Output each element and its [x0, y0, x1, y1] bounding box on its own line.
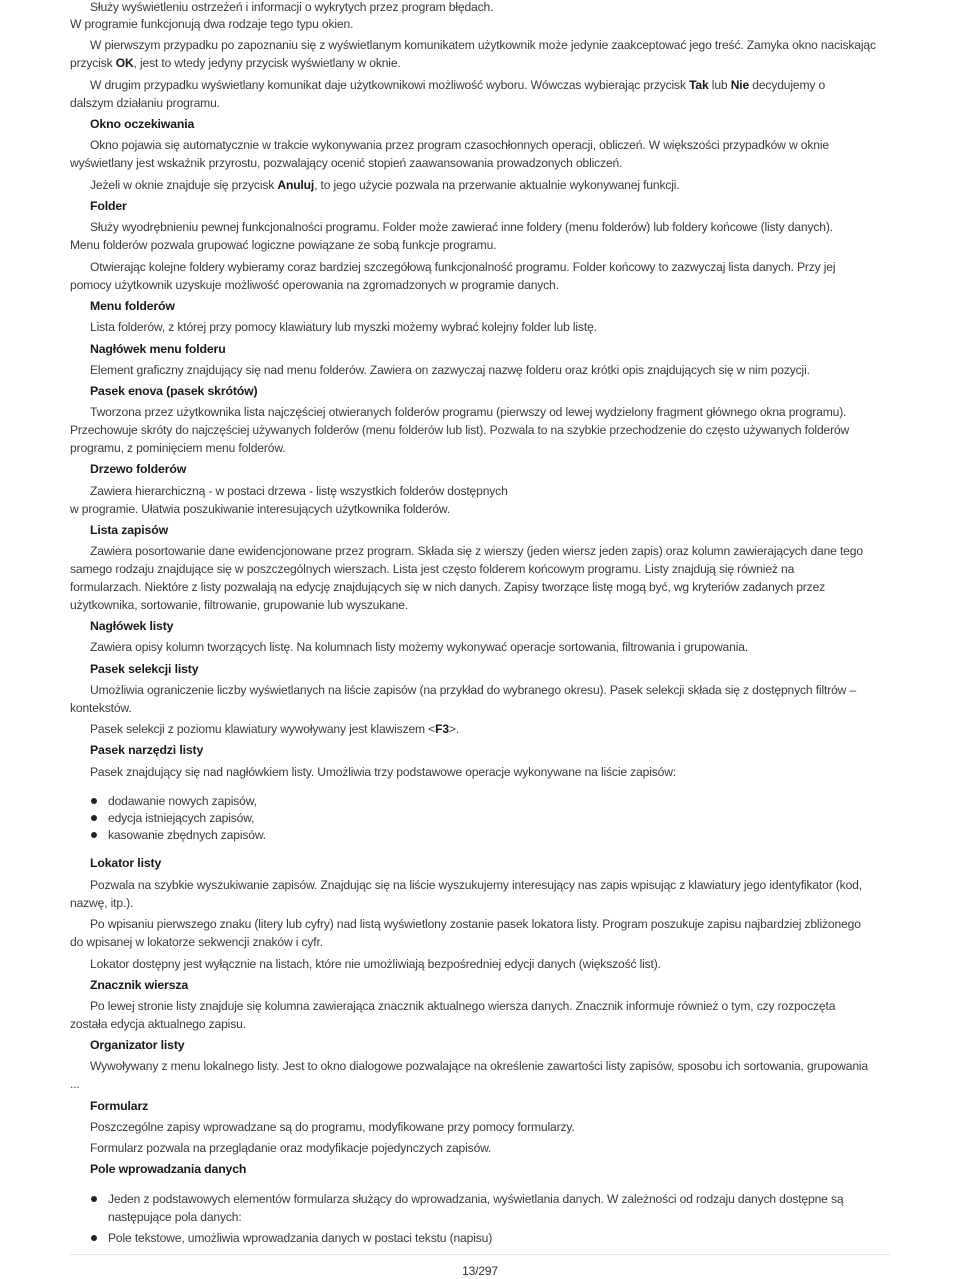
list-item: kasowanie zbędnych zapisów.: [108, 828, 266, 842]
paragraph-line: ...: [70, 1077, 80, 1091]
bullet-icon: [91, 1196, 97, 1202]
list-item: edycja istniejących zapisów,: [108, 811, 255, 825]
paragraph-line: nazwę, itp.).: [70, 896, 134, 910]
paragraph-line: Jeżeli w oknie znajduje się przycisk Anuluj, to jego użycie pozwala na przerwanie aktualnie wykonywanej funkcji.: [90, 178, 680, 192]
section-heading: Formularz: [90, 1099, 149, 1113]
section-heading: Pole wprowadzania danych: [90, 1162, 247, 1176]
paragraph-line: Służy wyodrębnieniu pewnej funkcjonalności programu. Folder może zawierać inne foldery (menu folderów) lub foldery końcowe (listy danych).: [90, 220, 833, 234]
paragraph-line: Pasek znajdujący się nad nagłówkiem listy. Umożliwia trzy podstawowe operacje wykonywane na liście zapisów:: [90, 765, 676, 779]
paragraph-line: programu, z pominięciem menu folderów.: [70, 441, 286, 455]
paragraph-line: pomocy użytkownik uzyskuje możliwość operowania na zgromadzonych w programie danych.: [70, 278, 559, 292]
footer-divider: [70, 1254, 890, 1255]
list-item: Jeden z podstawowych elementów formularza służący do wprowadzania, wyświetlania danych. W zależności od rodzaju danych dostępne są: [108, 1192, 844, 1206]
paragraph-line: Przechowuje skróty do najczęściej używanych folderów (menu folderów lub list). Pozwala to na szybkie przechodzenie do często używanych folderów: [70, 423, 850, 437]
section-heading: Okno oczekiwania: [90, 117, 195, 131]
page-number: 13/297: [462, 1264, 498, 1278]
bullet-icon: [91, 798, 97, 804]
section-heading: Nagłówek listy: [90, 619, 174, 633]
bullet-icon: [91, 1235, 97, 1241]
paragraph-line: Zawiera posortowanie dane ewidencjonowane przez program. Składa się z wierszy (jeden wiersz jeden zapis) oraz kolumn zawierających dane tego: [90, 544, 863, 558]
list-item: dodawanie nowych zapisów,: [108, 794, 257, 808]
paragraph-line: Pasek selekcji z poziomu klawiatury wywoływany jest klawiszem <F3>.: [90, 722, 460, 736]
section-heading: Znacznik wiersza: [90, 978, 189, 992]
paragraph-line: samego rodzaju znajdujące się w poszczególnych wierszach. Lista jest często folderem końcowym programu. Listy znajdują się również na: [70, 562, 795, 576]
paragraph-line: Zawiera hierarchiczną - w postaci drzewa - listę wszystkich folderów dostępnych: [90, 484, 508, 498]
paragraph-line: do wpisanej w lokatorze sekwencji znaków i cyfr.: [70, 935, 323, 949]
bullet-icon: [91, 815, 97, 821]
paragraph-line: użytkownika, sortowanie, filtrowanie, grupowanie lub wyszukane.: [70, 598, 409, 612]
section-heading: Lista zapisów: [90, 523, 168, 537]
paragraph-line: Tworzona przez użytkownika lista najczęściej otwieranych folderów programu (pierwszy od lewej wydzielony fragment głównego okna programu).: [90, 405, 847, 419]
paragraph-line: w programie. Ułatwia poszukiwanie interesujących użytkownika folderów.: [70, 502, 451, 516]
section-heading: Pasek selekcji listy: [90, 662, 199, 676]
paragraph-line: Lista folderów, z której przy pomocy klawiatury lub myszki możemy wybrać kolejny folder lub listę.: [90, 320, 597, 334]
section-heading: Pasek narzędzi listy: [90, 743, 204, 757]
paragraph-line: Poszczególne zapisy wprowadzane są do programu, modyfikowane przy pomocy formularzy.: [90, 1120, 575, 1134]
paragraph-line: Po lewej stronie listy znajduje się kolumna zawierająca znacznik aktualnego wiersza danych. Znacznik informuje również o tym, czy rozpoczęta: [90, 999, 836, 1013]
paragraph-line: przycisk OK, jest to wtedy jedyny przycisk wyświetlany w oknie.: [70, 56, 401, 70]
paragraph-line: Służy wyświetleniu ostrzeżeń i informacji o wykrytych przez program błędach.: [90, 0, 494, 14]
paragraph-line: Okno pojawia się automatycznie w trakcie wykonywania przez program czasochłonnych operacji, obliczeń. W większości przypadków w oknie: [90, 138, 829, 152]
section-heading: Menu folderów: [90, 299, 175, 313]
paragraph-line: formularzach. Niektóre z listy pozwalają na edycję znajdujących się w nich danych. Zapisy tworzące listę mogą być, wg kryteriów zadanych przez: [70, 580, 826, 594]
paragraph-line: Otwierając kolejne foldery wybieramy coraz bardziej szczegółową funkcjonalność programu. Folder końcowy to zazwyczaj lista danych. Przy jej: [90, 260, 836, 274]
section-heading: Nagłówek menu folderu: [90, 342, 226, 356]
section-heading: Folder: [90, 199, 127, 213]
paragraph-line: Lokator dostępny jest wyłącznie na listach, które nie umożliwiają bezpośredniej edycji danych (większość list).: [90, 957, 661, 971]
section-heading: Organizator listy: [90, 1038, 185, 1052]
paragraph-line: wyświetlany jest wskaźnik przyrostu, pozwalający ocenić stopień zaawansowania prowadzonych obliczeń.: [70, 156, 623, 170]
list-item-continuation: następujące pola danych:: [108, 1210, 242, 1224]
paragraph-line: Pozwala na szybkie wyszukiwanie zapisów. Znajdując się na liście wyszukujemy interesujący nas zapis wpisując z klawiatury jego identyfikator (kod,: [90, 878, 862, 892]
section-heading: Pasek enova (pasek skrótów): [90, 384, 258, 398]
paragraph-line: kontekstów.: [70, 701, 132, 715]
list-item: Pole tekstowe, umożliwia wprowadzania danych w postaci tekstu (napisu): [108, 1231, 493, 1245]
paragraph-line: Zawiera opisy kolumn tworzących listę. Na kolumnach listy możemy wykonywać operacje sortowania, filtrowania i grupowania.: [90, 640, 749, 654]
section-heading: Lokator listy: [90, 856, 162, 870]
paragraph-line: dalszym działaniu programu.: [70, 96, 220, 110]
paragraph-line: W drugim przypadku wyświetlany komunikat daje użytkownikowi możliwość wyboru. Wówczas wybierając przycisk Tak lub Nie decydujemy o: [90, 78, 826, 92]
section-heading: Drzewo folderów: [90, 462, 187, 476]
paragraph-line: W programie funkcjonują dwa rodzaje tego typu okien.: [70, 17, 354, 31]
paragraph-line: Element graficzny znajdujący się nad menu folderów. Zawiera on zazwyczaj nazwę folderu oraz krótki opis znajdujących się w nim pozycji.: [90, 363, 810, 377]
paragraph-line: Umożliwia ograniczenie liczby wyświetlanych na liście zapisów (na przykład do wybranego okresu). Pasek selekcji składa się z dostępnych filtrów –: [90, 683, 857, 697]
paragraph-line: Wywoływany z menu lokalnego listy. Jest to okno dialogowe pozwalające na określenie zawartości listy zapisów, sposobu ich sortowania, grupowania: [90, 1059, 869, 1073]
paragraph-line: została edycja aktualnego zapisu.: [70, 1017, 246, 1031]
bullet-icon: [91, 832, 97, 838]
paragraph-line: Menu folderów pozwala grupować logiczne powiązane ze sobą funkcje programu.: [70, 238, 497, 252]
paragraph-line: Formularz pozwala na przeglądanie oraz modyfikacje pojedynczych zapisów.: [90, 1141, 492, 1155]
paragraph-line: Po wpisaniu pierwszego znaku (litery lub cyfry) nad listą wyświetlony zostanie pasek lokatora listy. Program poszukuje zapisu najbardziej zbliżonego: [90, 917, 861, 931]
paragraph-line: W pierwszym przypadku po zapoznaniu się z wyświetlanym komunikatem użytkownik może jedynie zaakceptować jego treść. Zamyka okno naciskając: [90, 38, 876, 52]
